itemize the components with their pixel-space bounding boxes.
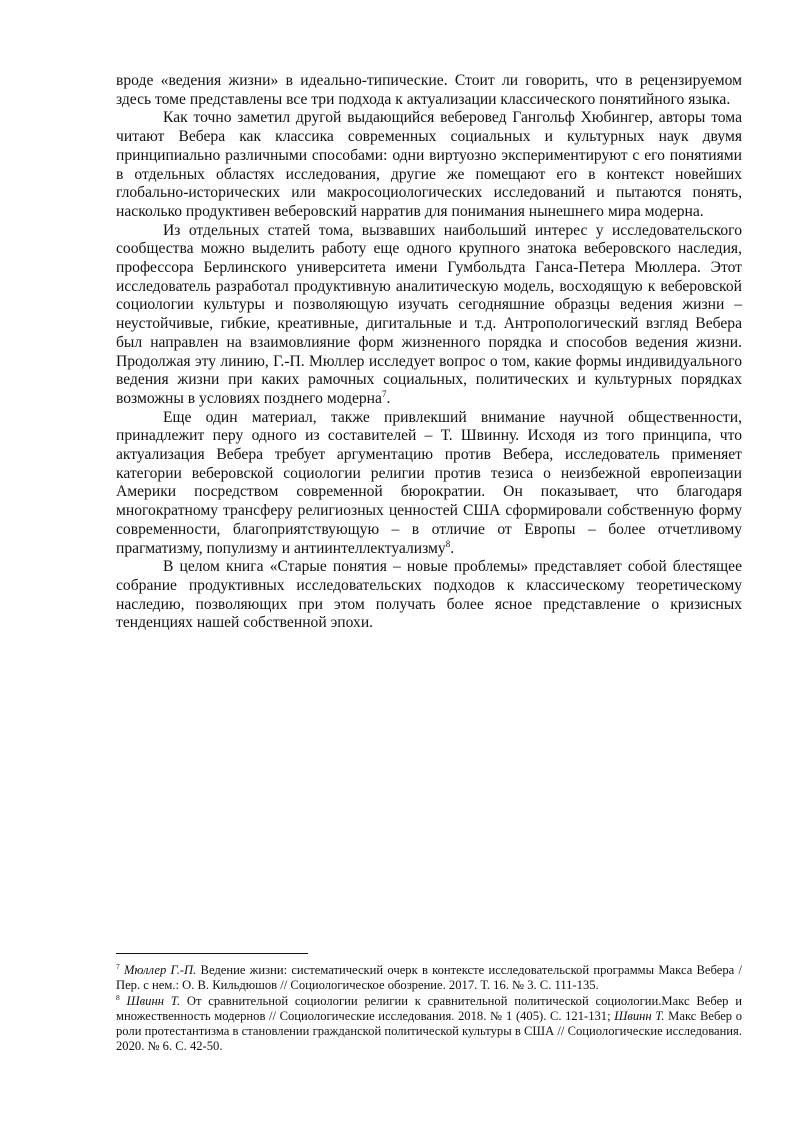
footnote-text: Ведение жизни: систематический очерк в контексте исследовательской программы Макса Вебера / Пер. с нем.: О. В. Кильдюшов // Социологическое обозрение. 2017. Т. 16. № 3. С. 111-135.	[116, 963, 742, 993]
footnote-author-2: Швинн Т.	[614, 1008, 665, 1023]
footnote-text-2: Макс Вебер о роли протестантизма в становлении гражданской политической культуры в США // Социологические исследования. 2020. № 6. С. 42-50.	[116, 1008, 742, 1054]
paragraph-5	[116, 558, 742, 633]
paragraph-3-text: Из отдельных статей тома, вызвавших наибольший интерес у исследовательского сообщества можно выделить работу еще одного крупного знатока веберовского наследия, профессора Берлинского университета имени Гумбольдта Ганса-Петера Мюллера. Этот исследователь разработал продуктивную аналитическую модель, восходящую к веберовской социологии культуры и позволяющую изучать сегодняшние образцы ведения жизни – неустойчивые, гибкие, креативные, дигитальные и т.д. Антропологический взгляд Вебера был направлен на взаимовлияние форм жизненного порядка и способов ведения жизни. Продолжая эту линию, Г.-П. Мюллер исследует вопрос о том, какие формы индивидуального ведения жизни при каких рамочных социальных, политических и культурных порядках возможны в условиях позднего модерна	[116, 221, 742, 407]
paragraph-4	[116, 409, 742, 559]
footnote-divider	[116, 953, 308, 954]
footnote-ref-7[interactable]: 7	[381, 388, 387, 399]
paragraph-2-text: Как точно заметил другой выдающийся веберовед Гангольф Хюбингер, авторы тома читают Вебера как классика современных социальных и культурных наук двумя принципиально различными способами: одни виртуозно экспериментируют с его понятиями в отдельных областях исследования, другие же помещают его в контекст новейших глобально-исторических или макросоциологических исследований и пытаются понять, насколько продуктивен веберовский нарратив для понимания нынешнего мира модерна.	[116, 109, 742, 220]
footnote-7	[116, 963, 742, 994]
footnote-number: 7	[116, 961, 120, 971]
paragraph-1	[116, 72, 742, 109]
paragraph-3	[116, 222, 742, 409]
footnote-8	[116, 994, 742, 1055]
paragraph-2	[116, 109, 742, 221]
paragraph-1-text: вроде «ведения жизни» в идеально-типические. Стоит ли говорить, что в рецензируемом здесь томе представлены все три подхода к актуализации классического понятийного языка.	[116, 72, 742, 108]
footnote-author: Мюллер Г.-П.	[124, 963, 197, 977]
footnote-ref-8[interactable]: 8	[445, 538, 451, 549]
footnote-text: От сравнительной социологии религии к сравнительной политической социологии.Макс Вебер и множественность модернов // Социологические исследования. 2018. № 1 (405). С. 121-131;	[116, 993, 742, 1023]
paragraph-4-end: .	[450, 539, 455, 557]
document-body	[116, 72, 742, 633]
footnotes-section	[116, 953, 742, 1055]
paragraph-3-end: .	[386, 389, 391, 407]
footnote-number: 8	[116, 992, 120, 1002]
footnote-author: Швинн Т.	[126, 993, 181, 1008]
paragraph-5-text: В целом книга «Старые понятия – новые проблемы» представляет собой блестящее собрание продуктивных исследовательских подходов к классическому теоретическому наследию, позволяющих при этом получать более ясное представление о кризисных тенденциях нашей собственной эпохи.	[116, 558, 742, 632]
paragraph-4-text: Еще один материал, также привлекший внимание научной общественности, принадлежит перу одного из составителей – Т. Швинну. Исходя из того принципа, что актуализация Вебера требует аргументацию против Вебера, исследователь применяет категории веберовской социологии религии против тезиса о неизбежной европеизации Америки посредством современной бюрократии. Он показывает, что благодаря многократному трансферу религиозных ценностей США сформировали собственную форму современности, благоприятствующую – в отличие от Европы – более отчетливому прагматизму, популизму и антиинтеллектуализму	[116, 408, 742, 557]
